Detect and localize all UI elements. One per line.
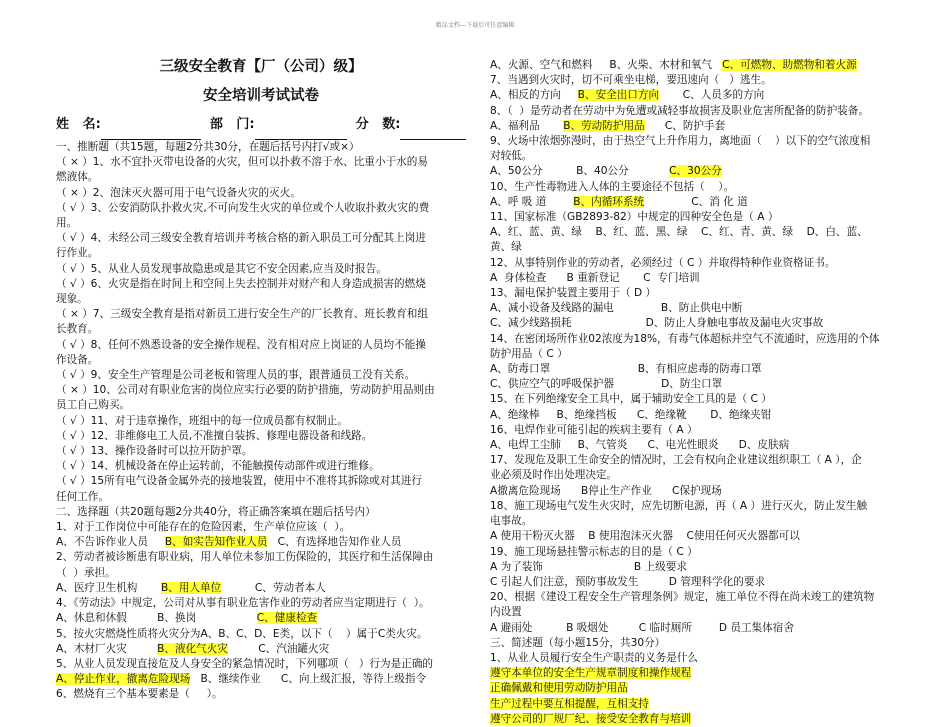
text-line: 任何工作。 <box>56 490 109 503</box>
highlighted-answer: B、液化气火灾 <box>157 642 228 655</box>
text-line <box>490 195 895 210</box>
highlighted-answer: B、如实告知作业人员 <box>164 536 268 549</box>
highlighted-answer: C、健康检查 <box>256 612 318 625</box>
text-line: 现象。 <box>56 293 88 306</box>
name-blank[interactable] <box>101 125 201 140</box>
highlighted-answer: B、安全出口方向 <box>577 89 660 102</box>
text-line: 1、从业人员履行安全生产职责的义务是什么 <box>490 651 699 664</box>
text-line: 5、从业人员发现直接危及人身安全的紧急情况时，下列哪项（ ）行为是正确的 <box>56 657 434 670</box>
score-blank[interactable] <box>400 125 466 140</box>
text-line <box>56 642 466 657</box>
text-line <box>490 666 895 681</box>
text-line: 12、从事特别作业的劳动者，必须经过（ C ）并取得特种作业资格证书。 <box>490 256 836 269</box>
text-line: A、绝缘棒 B、绝缘挡板 C、绝缘靴 D、绝缘夹钳 <box>490 408 772 421</box>
highlighted-answer: 正确佩戴和使用劳动防护用品 <box>490 682 628 695</box>
text-line: （ × ）1、水不宜扑灭带电设备的火灾，但可以扑救不溶于水、比重小于水的易 <box>56 156 428 169</box>
text-line: 7、当遇到火灾时，切不可乘坐电梯，要迅速向（ ）逃生。 <box>490 74 772 87</box>
text-segment: A、火源、空气和燃料 B、火柴、木材和氧气 <box>490 59 723 71</box>
name-dept-score-row <box>56 110 466 140</box>
text-line: 对较低。 <box>490 150 533 163</box>
text-line: 长教育。 <box>56 323 99 336</box>
text-line: （ √ ）13、操作设备时可以拉开防护罩。 <box>56 445 253 458</box>
text-segment: B、继续作业 C、向上级汇报，等待上级指令 <box>190 673 427 686</box>
highlighted-answer: C、30公分 <box>669 165 722 178</box>
text-line: 6、燃烧有三个基本要素是（ ）。 <box>56 688 223 701</box>
text-line <box>490 58 895 73</box>
text-line: A 避雨处 B 吸烟处 C 临时厕所 D 员工集体宿舍 <box>490 621 794 634</box>
text-line: 14、在密闭场所作业02浓度为18%，有毒气体超标并空气不流通时，应选用的个体 <box>490 332 880 345</box>
text-line: （ √ ）14、机械设备在停止运转前，不能触摸传动部件或进行维修。 <box>56 460 380 473</box>
text-line <box>490 681 895 696</box>
text-segment: A、医疗卫生机构 <box>56 581 161 594</box>
text-line: C 引起人们注意，预防事故发生 D 管理科学化的要求 <box>490 575 766 588</box>
highlighted-answer: 遵守本单位的安全生产规章制度和操作规程 <box>490 667 692 680</box>
text-line: A 为了装饰 B 上级要求 <box>490 560 687 573</box>
highlighted-answer: B、劳动防护用品 <box>563 119 645 132</box>
text-line <box>490 88 895 103</box>
text-line: 防护用品（ C ） <box>490 347 568 360</box>
text-line: （ √ ）11、对于违章操作，班组中的每一位成员都有权制止。 <box>56 414 348 427</box>
text-segment: C、人员多的方向 <box>659 89 765 102</box>
highlighted-answer: B、内循环系统 <box>573 195 645 208</box>
text-segment: A、木材厂火灾 <box>56 642 158 655</box>
text-line: 19、施工现场悬挂警示标志的目的是（ C ） <box>490 545 698 558</box>
text-line: 5、按火灾燃烧性质将火灾分为A、B、C、D、E类，以下（ ）属于C类火灾。 <box>56 627 428 640</box>
text-line: （ √ ）9、安全生产管理是公司老板和管理人员的事，跟普通员工没有关系。 <box>56 369 416 382</box>
text-line: A 使用干粉灭火器 B 使用泡沫灭火器 C使用任何灭火器都可以 <box>490 530 800 543</box>
text-segment: C、防护手套 <box>644 119 726 132</box>
text-line: （ × ）7、三级安全教育是指对新员工进行安全生产的厂长教育、班长教育和组 <box>56 308 428 321</box>
text-line: （ √ ）8、任何不熟悉设备的安全操作规程、没有相对应上岗证的人员均不能操 <box>56 338 426 351</box>
text-line: A、电焊工尘肺 B、气管炎 C、电光性眼炎 D、皮肤病 <box>490 439 790 452</box>
text-line: （ √ ）6、火灾是指在时间上和空间上失去控制并对财产和人身造成损害的燃烧 <box>56 277 426 290</box>
text-segment: C、消 化 道 <box>644 195 748 208</box>
text-line <box>56 581 466 596</box>
highlighted-answer: 遵守公司的厂规厂纪、接受安全教育与培训 <box>490 712 692 725</box>
text-line <box>490 697 895 712</box>
highlighted-answer: 生产过程中要互相提醒，互相支持 <box>490 697 649 710</box>
text-line: 8、（ ）是劳动者在劳动中为免遭或减轻事故损害及职业危害所配备的防护装备。 <box>490 104 869 117</box>
right-question-list <box>490 58 895 727</box>
left-question-list <box>56 140 466 703</box>
text-line: 内设置 <box>490 606 522 619</box>
text-line: 燃液体。 <box>56 171 99 184</box>
text-line: C、减少线路损耗 D、防止人身触电事故及漏电火灾事故 <box>490 317 824 330</box>
text-line: A、防毒口罩 B、有相应虑毒的防毒口罩 <box>490 363 762 376</box>
text-line: （ √ ）4、未经公司三级安全教育培训并考核合格的新入职员工可分配其上岗进 <box>56 232 426 245</box>
text-line: （ × ）10、公司对有职业危害的岗位应实行必要的防护措施，劳动防护用品则由 <box>56 384 435 397</box>
text-line: 9、火场中浓烟弥漫时，由于热空气上升作用力，离地面（ ）以下的空气浓度相 <box>490 135 871 148</box>
dept-label: 部 门: <box>209 117 255 132</box>
text-line: 电事故。 <box>490 515 533 528</box>
text-segment: C、有选择地告知作业人员 <box>267 536 402 549</box>
text-line: A撤离危险现场 B停止生产作业 C保护现场 <box>490 484 722 497</box>
highlighted-answer: A、停止作业，撤离危险现场 <box>56 673 191 686</box>
text-line: 黄、绿 <box>490 241 522 254</box>
text-line: （ × ）2、泡沫灭火器可用于电气设备火灾的灭火。 <box>56 186 301 199</box>
text-line: 1、对于工作岗位中可能存在的危险因素，生产单位应该（ ）。 <box>56 521 351 534</box>
text-line: 业必须及时作出处理决定。 <box>490 469 618 482</box>
page-header-note: 精品文档---下载后可任意编辑 <box>435 22 515 29</box>
text-segment: A、休息和休假 B、换岗 <box>56 612 257 625</box>
text-line: （ √ ）5、从业人员发现事故隐患或是其它不安全因素,应当及时报告。 <box>56 262 387 275</box>
text-line: （ ）承担。 <box>56 566 116 579</box>
text-segment: A、相反的方向 <box>490 89 578 102</box>
text-line: 18、施工现场电气发生火灾时，应先切断电源，再（ A ）进行灭火，防止发生触 <box>490 499 868 512</box>
text-line <box>490 119 895 134</box>
text-line <box>56 672 466 687</box>
text-line: 2、劳动者被诊断患有职业病，用人单位未参加工伤保险的，其医疗和生活保障由 <box>56 551 434 564</box>
text-line <box>56 535 466 550</box>
text-segment: C、劳动者本人 <box>221 581 326 594</box>
text-line: 10、生产性毒物进入人体的主要途径不包括（ ）。 <box>490 180 735 193</box>
text-line: 17、发现危及职工生命安全的情况时，工会有权向企业建议组织职工（ A ），企 <box>490 454 862 467</box>
text-line: C、供应空气的呼吸保护器 D、防尘口罩 <box>490 378 723 391</box>
text-line: 用。 <box>56 217 78 230</box>
exam-subtitle: 安全培训考试试卷 <box>203 88 319 104</box>
name-label: 姓 名: <box>56 117 101 132</box>
text-segment: A、50公分 B、40公分 <box>490 165 670 178</box>
text-line: 三、简述题（每小题15分，共30分） <box>490 636 666 649</box>
text-line: 20、根据《建设工程安全生产管理条例》规定，施工单位不得在尚未竣工的建筑物 <box>490 591 875 604</box>
text-line: 一、推断题（共15题，每题2分共30分，在题后括号内打√或×） <box>56 141 360 153</box>
text-line: 员工自己购买。 <box>56 399 131 412</box>
right-column <box>490 58 895 727</box>
text-line: 13、漏电保护装置主要用于（ D ） <box>490 287 657 300</box>
text-line: （ √ ）15所有电气设备金属外壳的接地装置，使用中不准将其拆除或对其进行 <box>56 475 422 488</box>
text-segment: A、不告诉作业人员 <box>56 536 165 549</box>
text-line: 4、《劳动法》中规定，公司对从事有职业危害作业的劳动者应当定期进行（ ）。 <box>56 597 430 610</box>
highlighted-answer: C、可燃物、助燃物和着火源 <box>722 59 857 71</box>
text-segment: C、汽油罐火灾 <box>227 642 330 655</box>
text-line: （ √ ）12、非维修电工人员,不准擅自装拆、修理电器设备和线路。 <box>56 429 373 442</box>
text-line <box>490 712 895 727</box>
text-segment: A、福利品 <box>490 119 564 132</box>
text-line: A、红、蓝、黄、绿 B、红、蓝、黑、绿 C、红、青、黄、绿 D、白、蓝、 <box>490 226 868 239</box>
text-segment: A、呼 吸 道 <box>490 195 574 208</box>
text-line: A 身体检查 B 重新登记 C 专门培训 <box>490 271 700 284</box>
text-line <box>56 611 466 626</box>
score-label: 分 数: <box>355 117 401 132</box>
exam-title: 三级安全教育【厂（公司）级】 <box>159 59 363 75</box>
text-line <box>490 164 895 179</box>
text-line: 11、国家标准（GB2893-82）中规定的四种安全色是（ A ） <box>490 211 779 224</box>
text-line: （ √ ）3、公安消防队扑救火灾,不可向发生火灾的单位或个人收取扑救火灾的费 <box>56 201 430 214</box>
text-line: A、减小设备及线路的漏电 B、防止供电中断 <box>490 302 743 315</box>
highlighted-answer: B、用人单位 <box>160 581 222 594</box>
text-line: 16、电焊作业可能引起的疾病主要有（ A ） <box>490 423 698 436</box>
text-line: 行作业。 <box>56 247 99 260</box>
text-line: 15、在下列绝缘安全工具中，属于辅助安全工具的是（ C ） <box>490 393 772 406</box>
left-column <box>56 46 466 703</box>
text-line: 作设备。 <box>56 353 99 366</box>
dept-blank[interactable] <box>255 125 347 140</box>
text-line: 二、选择题（共20题每题2分共40分，将正确答案填在题后括号内） <box>56 505 376 518</box>
